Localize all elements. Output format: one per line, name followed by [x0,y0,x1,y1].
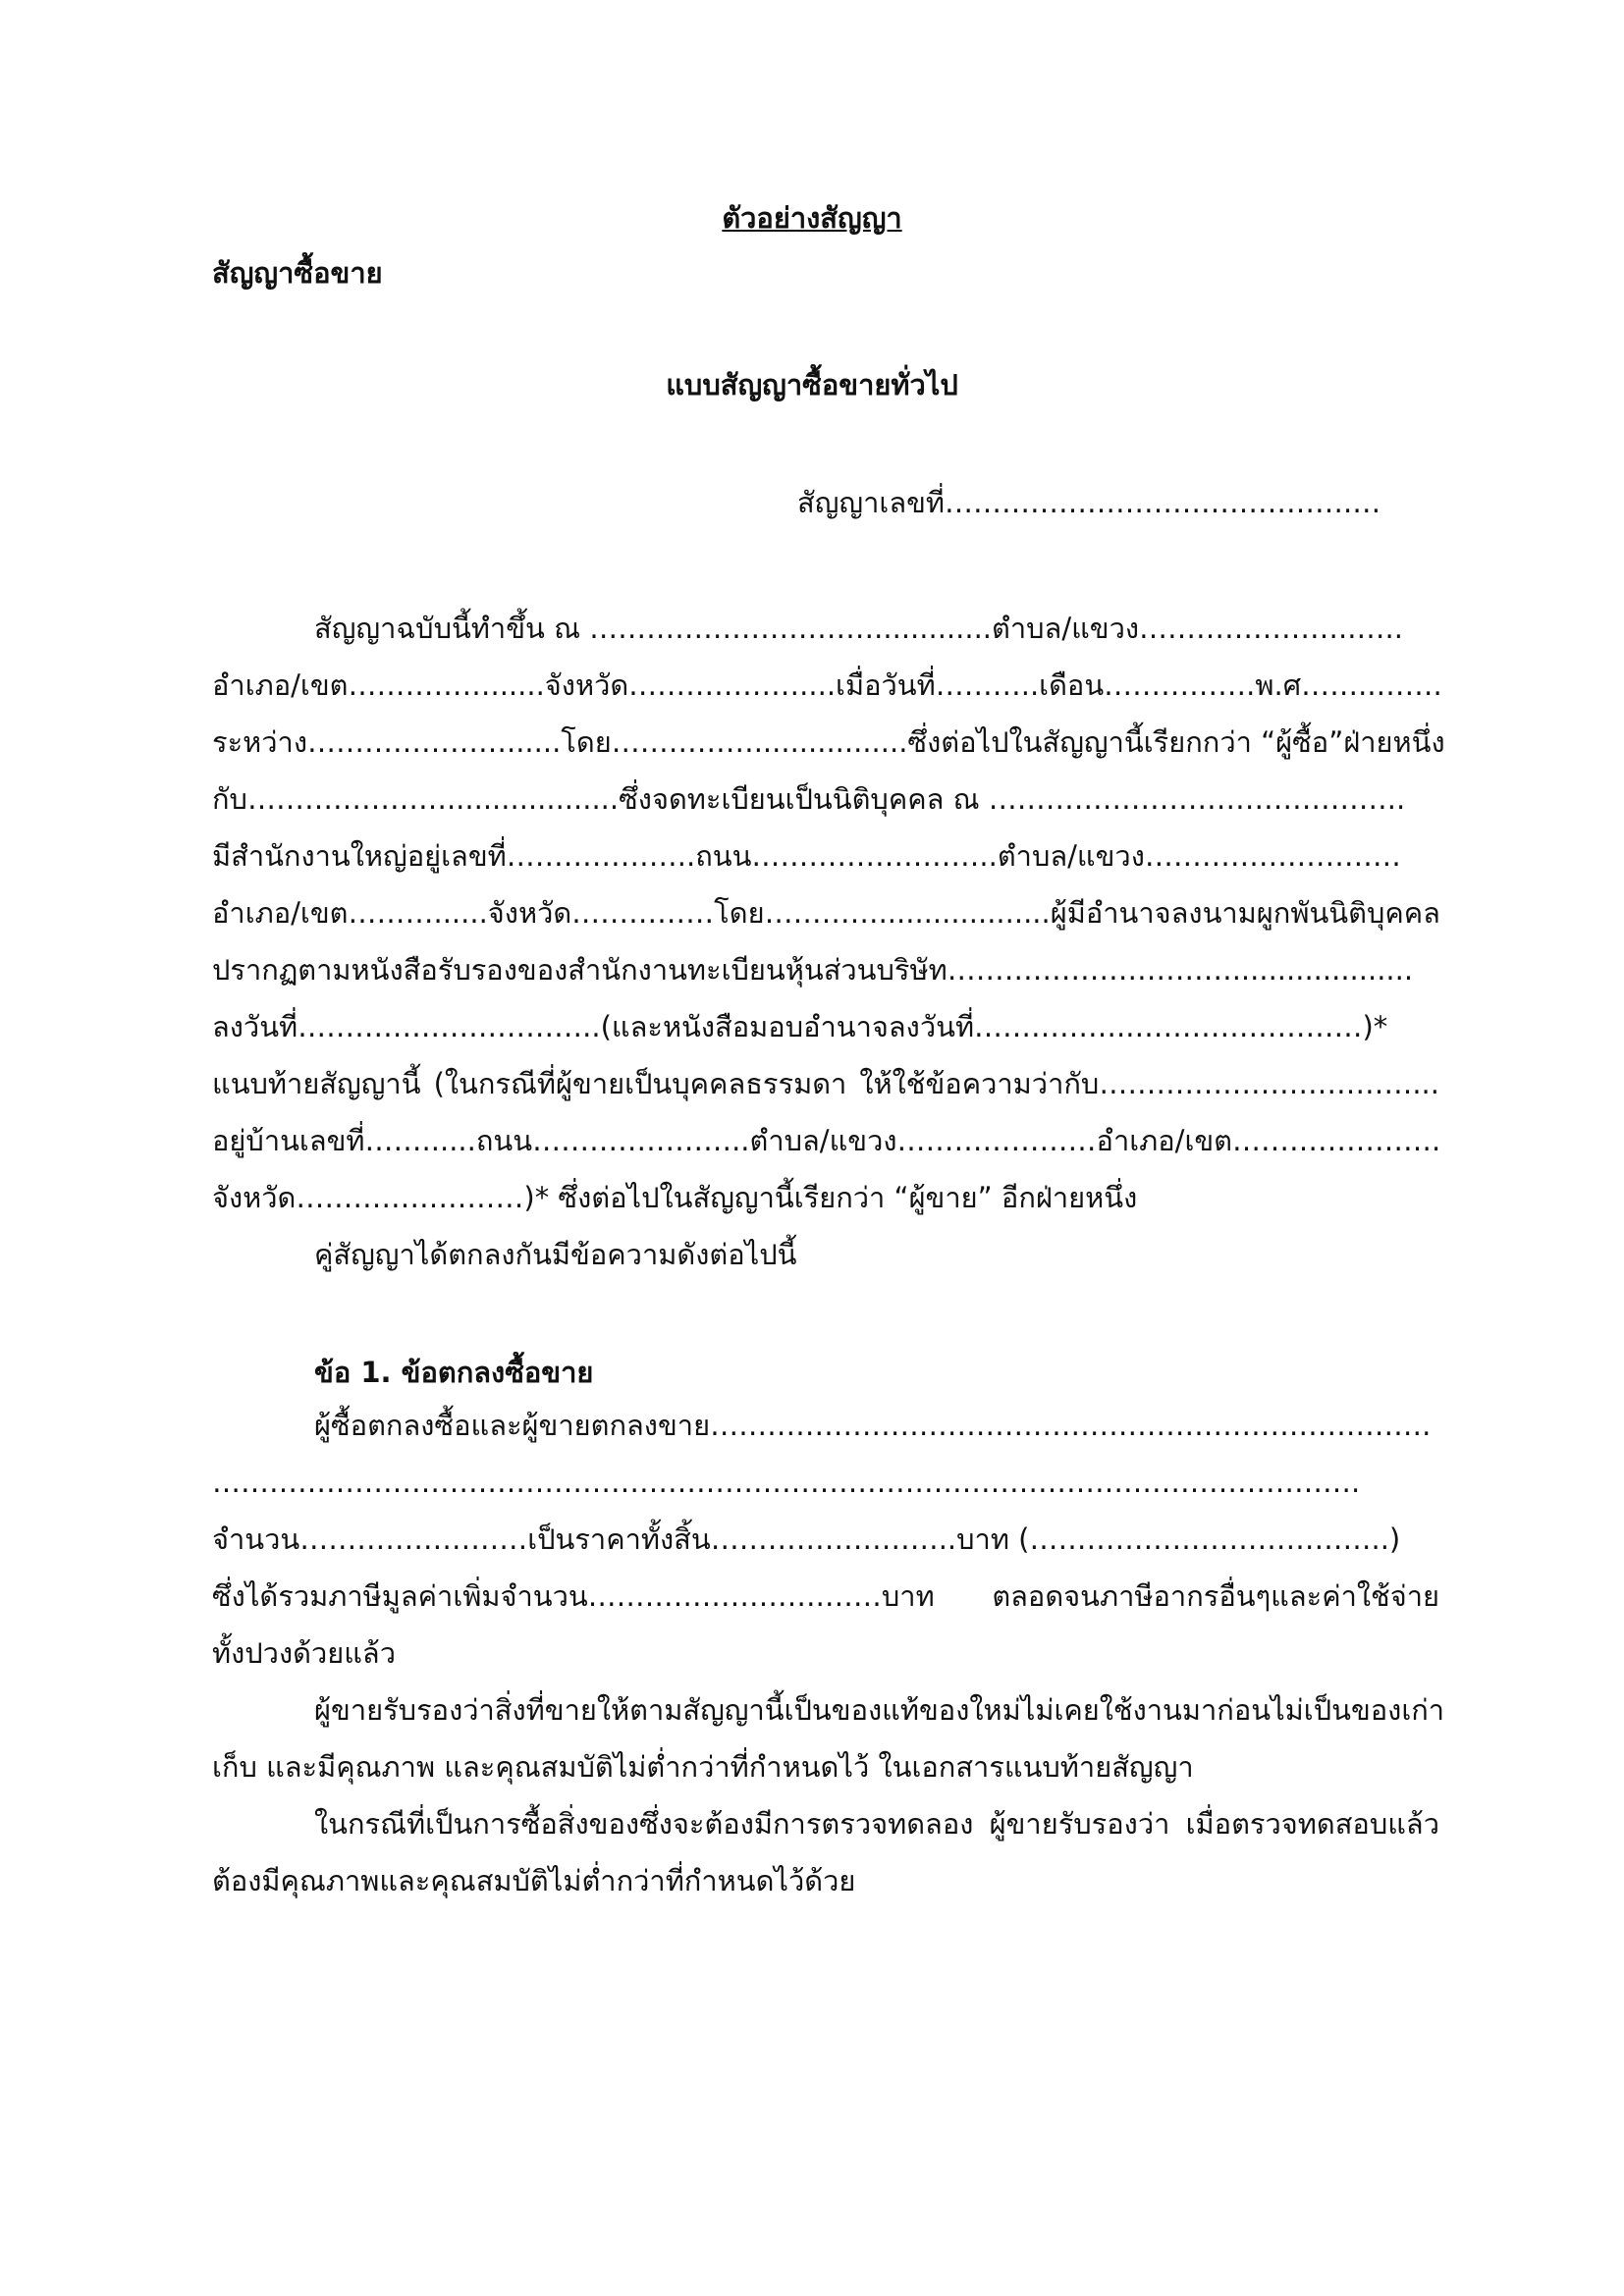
clause-1-line-5: ทั้งปวงด้วยแล้ว [212,1636,396,1670]
clause-1-line-1: ผู้ซื้อตกลงซื้อและผู้ขายตกลงขาย…………………………………………………………………. [314,1409,1432,1442]
parties-line-4 [212,779,1439,819]
parties-line-2-text: อำเภอ/เขต……………......จังหวัด………………....เมื่อวันที่………..เดือน…………….พ.ศ… [212,668,1330,702]
contract-category: สัญญาซื้อขาย [212,256,383,290]
parties-line-7-text: ปรากฏตามหนังสือรับรองของสำนักงานทะเบียนหุ้นส่วนบริษัท………………………….................... [212,953,1414,987]
parties-line-9-part-a: แนบท้ายสัญญานี้ [212,1067,421,1100]
warranty-paragraph-2-line-2: ต้องมีคุณภาพและคุณสมบัติไม่ต่ำกว่าที่กำหนดไว้ด้วย [212,1864,856,1897]
parties-line-6 [212,893,1439,933]
document-heading: ตัวอย่างสัญญา [722,201,902,235]
parties-line-2 [212,666,1442,705]
warranty-2-part-a: ในกรณีที่เป็นการซื้อสิ่งของซึ่งจะต้องมีการตรวจทดลอง [314,1807,974,1841]
parties-line-2-end: …..……. [1329,668,1442,702]
warranty-2-part-c: เมื่อตรวจทดสอบแล้ว [1185,1807,1439,1841]
parties-line-8 [212,1007,1439,1046]
warranty-1-part-d: ไม่เป็นของเก่า [1271,1693,1445,1727]
agreement-intro: คู่สัญญาได้ตกลงกันมีข้อความดังต่อไปนี้ [314,1238,797,1271]
clause-1-line-3: จำนวน……………………เป็นราคาทั้งสิ้น……………………..บาท (………………………………..) [212,1522,1401,1556]
parties-line-3-text: ระหว่าง…………………......โดย…………….................ซึ่งต่อไปในสัญญานี้เรียกกว่า “ผู้ซื้อ” [212,725,1344,759]
warranty-2-part-b: ผู้ขายรับรองว่า [989,1807,1170,1841]
parties-line-10 [212,1121,1439,1160]
contract-number-line: สัญญาเลขที่…………………………………….… [797,486,1381,519]
warranty-1-part-a: ผู้ขายรับรองว่าสิ่งที่ขายให้ตามสัญญานี้เป็นของแท้ [314,1693,919,1727]
parties-line-9-part-c: ให้ใช้ข้อความว่ากับ……………………………... [859,1067,1439,1100]
warranty-paragraph-2-line-1 [314,1804,1439,1843]
clause-1-line-4-part-b: ตลอดจนภาษีอากรอื่นๆและค่าใช้จ่าย [992,1579,1439,1613]
parties-line-9 [212,1064,1439,1103]
parties-line-6-text: อำเภอ/เขต………......จังหวัด……………โดย…………...................ผู้มีอำนาจลงนามผูกพันนิติบุคคล [212,896,1440,930]
parties-line-1-text: สัญญาฉบับนี้ทำขึ้น ณ ………………………….............ตำบล/แขวง…………………..….. [314,612,1403,645]
parties-line-10-text: อยู่บ้านเลขที่……......ถนน…………………..ตำบล/แขวง…………………อำเภอ/เขต…………………. [212,1124,1441,1157]
form-title: แบบสัญญาซื้อขายทั่วไป [666,368,958,401]
parties-line-3-end: ฝ่ายหนึ่ง [1343,725,1445,759]
parties-line-11: จังหวัด……………………)* ซึ่งต่อไปในสัญญานี้เรียกว่า “ผู้ขาย” อีกฝ่ายหนึ่ง [212,1181,1138,1214]
warranty-paragraph-1-line-1 [314,1690,1445,1730]
warranty-1-part-c: ไม่เคยใช้งานมาก่อน [1020,1693,1272,1727]
parties-line-7 [212,950,1439,989]
clause-1-line-4-part-a: ซึ่งได้รวมภาษีมูลค่าเพิ่มจำนวน…………………….……บาท [212,1579,935,1613]
parties-line-4-text: กับ…………………...................ซึ่งจดทะเบียนเป็นนิติบุคคล ณ …………………………………….. [212,782,1406,816]
parties-line-3 [212,722,1445,762]
parties-line-9-part-b: (ในกรณีที่ผู้ขายเป็นบุคคลธรรมดา [433,1067,847,1100]
clause-1-title: ข้อ 1. ข้อตกลงซื้อขาย [314,1356,594,1389]
parties-line-1 [314,609,1439,648]
parties-line-8-text: ลงวันที่…………………………..(และหนังสือมอบอำนาจลงวันที่……………..……………………)* [212,1010,1388,1043]
warranty-paragraph-1-line-2: เก็บ และมีคุณภาพ และคุณสมบัติไม่ต่ำกว่าที่กำหนดไว้ ในเอกสารแนบท้ายสัญญา [212,1750,1194,1784]
warranty-1-part-b: ของใหม่ [918,1693,1021,1727]
clause-1-line-2: …………………………………………………………………………………………………………. [212,1466,1361,1499]
clause-1-line-4 [212,1576,1439,1616]
parties-line-5-text: มีสำนักงานใหญ่อยู่เลขที่………………..ถนน……………………..ตำบล/แขวง……………………… [212,839,1401,873]
parties-line-5 [212,836,1439,876]
